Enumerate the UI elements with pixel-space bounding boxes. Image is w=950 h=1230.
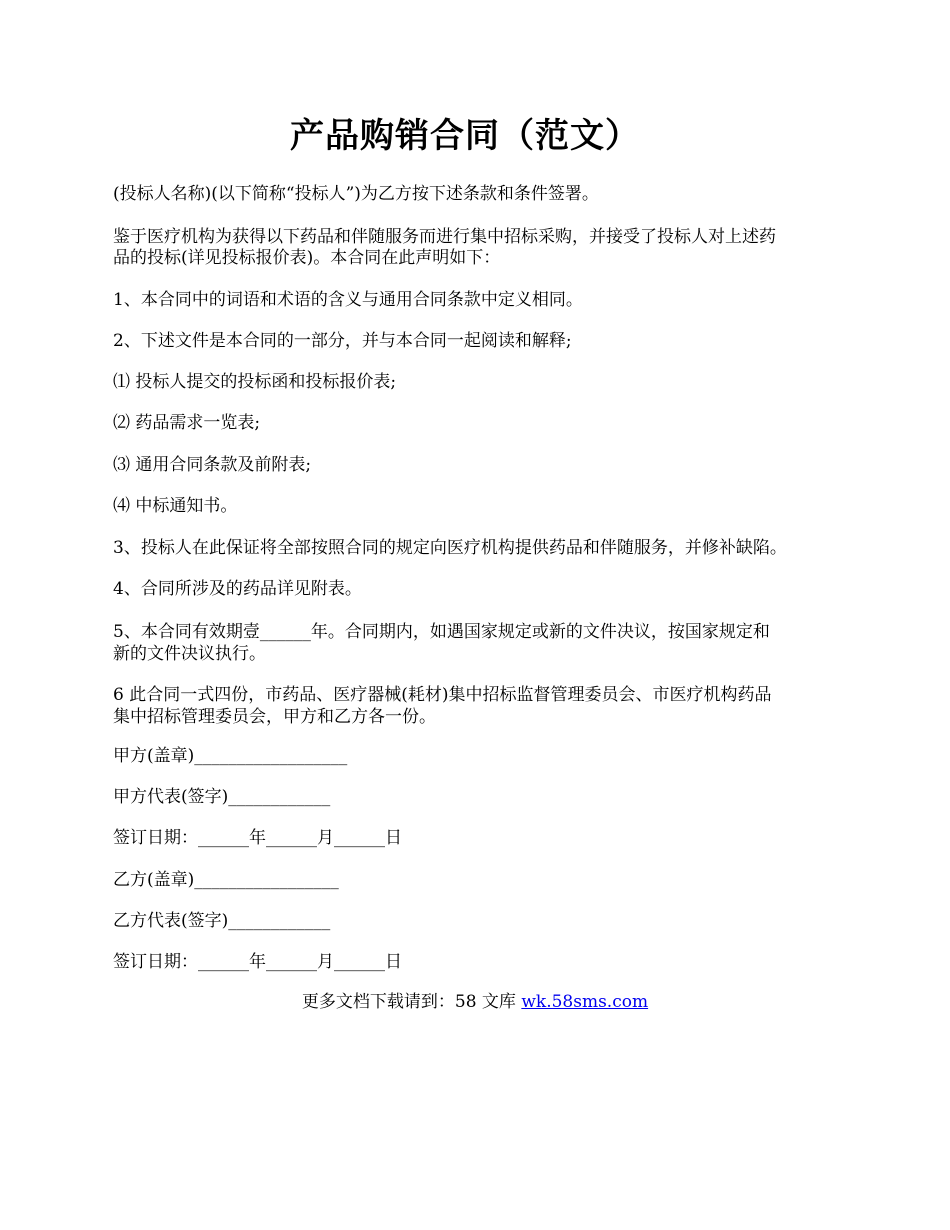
clause-2-item-4: ⑷ 中标通知书。 <box>113 496 238 516</box>
footer-link[interactable]: wk.58sms.com <box>521 992 649 1012</box>
clause-2-item-1: ⑴ 投标人提交的投标函和投标报价表; <box>113 372 397 392</box>
clause-2-item-3: ⑶ 通用合同条款及前附表; <box>113 455 312 475</box>
document-title: 产品购销合同（范文） <box>290 116 640 156</box>
clause-1: 1、本合同中的词语和术语的含义与通用合同条款中定义相同。 <box>113 290 583 310</box>
footer-text: 更多文档下载请到：58 文库 <box>301 992 522 1012</box>
clause-5-line-2: 新的文件决议执行。 <box>113 644 266 664</box>
party-b-signing-date-line: 签订日期：______年______月______日 <box>113 952 402 972</box>
download-footer <box>0 991 950 1013</box>
whereas-paragraph-line-2: 品的投标(详见投标报价表)。本合同在此声明如下： <box>113 248 501 268</box>
clause-2-item-2: ⑵ 药品需求一览表; <box>113 413 261 433</box>
clause-6-line-1: 6 此合同一式四份，市药品、医疗器械(耗材)集中招标监督管理委员会、市医疗机构药品 <box>113 685 772 705</box>
clause-2: 2、下述文件是本合同的一部分，并与本合同一起阅读和解释; <box>113 331 572 351</box>
clause-4: 4、合同所涉及的药品详见附表。 <box>113 579 362 599</box>
party-a-seal-line: 甲方(盖章)__________________ <box>113 746 348 766</box>
party-a-representative-line: 甲方代表(签字)____________ <box>113 787 331 807</box>
whereas-paragraph-line-1: 鉴于医疗机构为获得以下药品和伴随服务而进行集中招标采购，并接受了投标人对上述药 <box>113 227 776 247</box>
clause-3: 3、投标人在此保证将全部按照合同的规定向医疗机构提供药品和伴随服务，并修补缺陷。 <box>113 538 787 558</box>
party-b-representative-line: 乙方代表(签字)____________ <box>113 911 331 931</box>
clause-5-line-1: 5、本合同有效期壹______年。合同期内，如遇国家规定或新的文件决议，按国家规定和 <box>113 622 770 642</box>
party-a-signing-date-line: 签订日期：______年______月______日 <box>113 828 402 848</box>
intro-paragraph: (投标人名称)(以下简称“投标人”)为乙方按下述条款和条件签署。 <box>113 184 599 204</box>
party-b-seal-line: 乙方(盖章)_________________ <box>113 870 339 890</box>
clause-6-line-2: 集中招标管理委员会，甲方和乙方各一份。 <box>113 707 436 727</box>
